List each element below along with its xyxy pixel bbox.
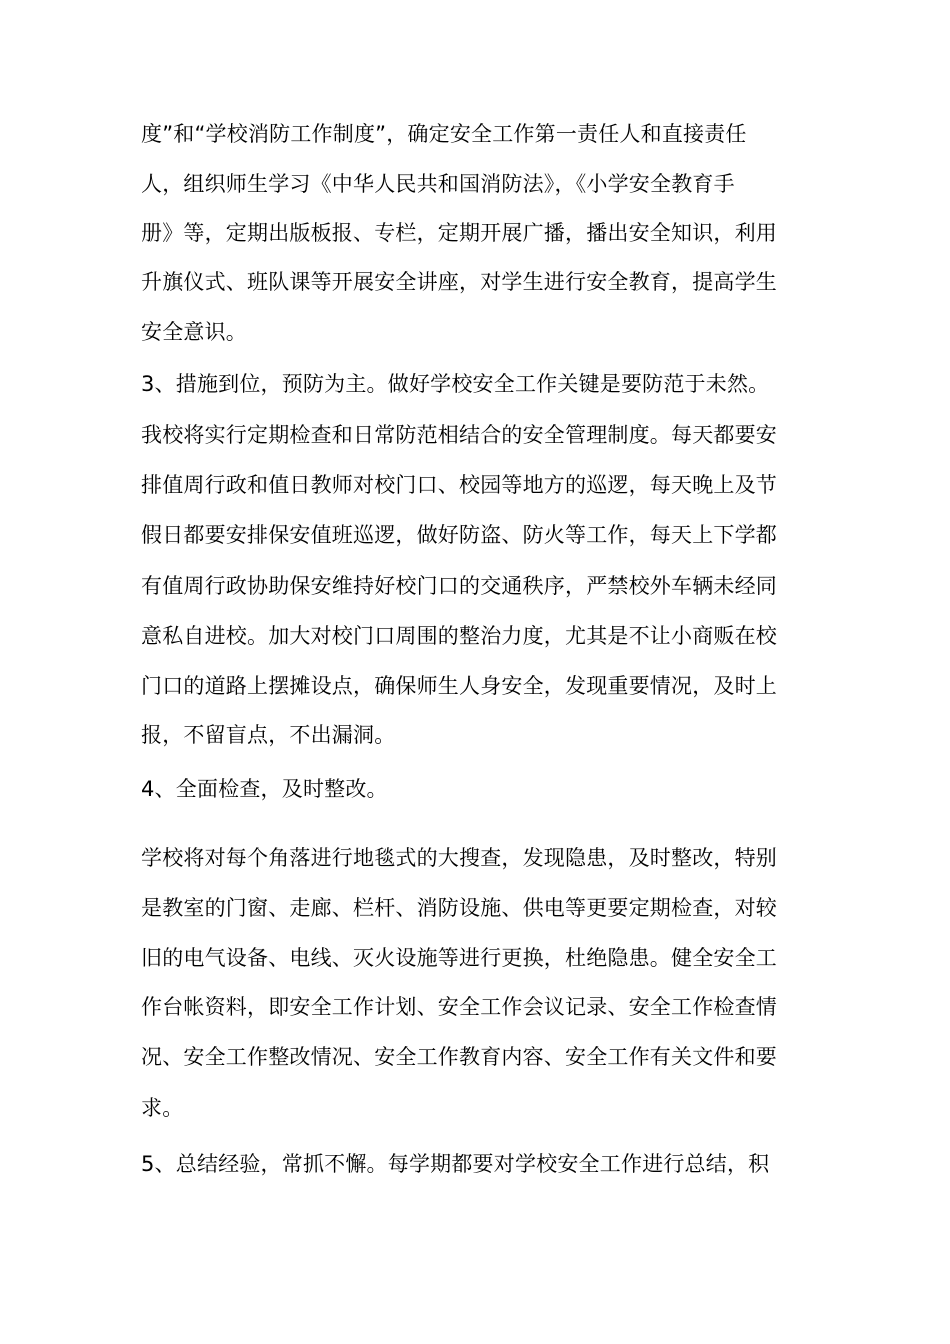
- text-line: 人，组织师生学习《中华人民共和国消防法》，《小学安全教育手: [141, 172, 735, 196]
- text-line: 排值周行政和值日教师对校门口、校园等地方的巡逻，每天晚上及节: [141, 473, 777, 497]
- text-line: 升旗仪式、班队课等开展安全讲座，对学生进行安全教育，提高学生: [141, 270, 777, 294]
- text-line: 我校将实行定期检查和日常防范相结合的安全管理制度。每天都要安: [141, 423, 777, 447]
- text-line: 是教室的门窗、走廊、栏杆、消防设施、供电等更要定期检查，对较: [141, 896, 777, 920]
- text-line: 门口的道路上摆摊设点，确保师生人身安全，发现重要情况，及时上: [141, 674, 777, 698]
- text-line: 5、总结经验，常抓不懈。每学期都要对学校安全工作进行总结，积: [141, 1152, 770, 1176]
- text-line: 有值周行政协助保安维持好校门口的交通秩序，严禁校外车辆未经同: [141, 574, 777, 598]
- text-line: 3、措施到位，预防为主。做好学校安全工作关键是要防范于未然。: [141, 372, 770, 396]
- text-line: 册》等，定期出版板报、专栏，定期开展广播，播出安全知识，利用: [141, 221, 777, 245]
- text-line: 安全意识。: [141, 320, 247, 344]
- text-line: 4、全面检查，及时整改。: [141, 777, 388, 801]
- text-line: 旧的电气设备、电线、灭火设施等进行更换，杜绝隐患。健全安全工: [141, 946, 777, 970]
- text-line: 作台帐资料，即安全工作计划、安全工作会议记录、安全工作检查情: [141, 995, 777, 1019]
- text-line: 意私自进校。加大对校门口周围的整治力度，尤其是不让小商贩在校: [141, 624, 777, 648]
- text-line: 度”和“学校消防工作制度”，确定安全工作第一责任人和直接责任: [141, 122, 747, 146]
- text-line: 况、安全工作整改情况、安全工作教育内容、安全工作有关文件和要: [141, 1045, 777, 1069]
- text-line: 学校将对每个角落进行地毯式的大搜查，发现隐患，及时整改，特别: [141, 846, 777, 870]
- text-line: 求。: [141, 1096, 184, 1120]
- text-line: 报，不留盲点，不出漏洞。: [141, 723, 396, 747]
- text-line: 假日都要安排保安值班巡逻，做好防盗、防火等工作，每天上下学都: [141, 523, 777, 547]
